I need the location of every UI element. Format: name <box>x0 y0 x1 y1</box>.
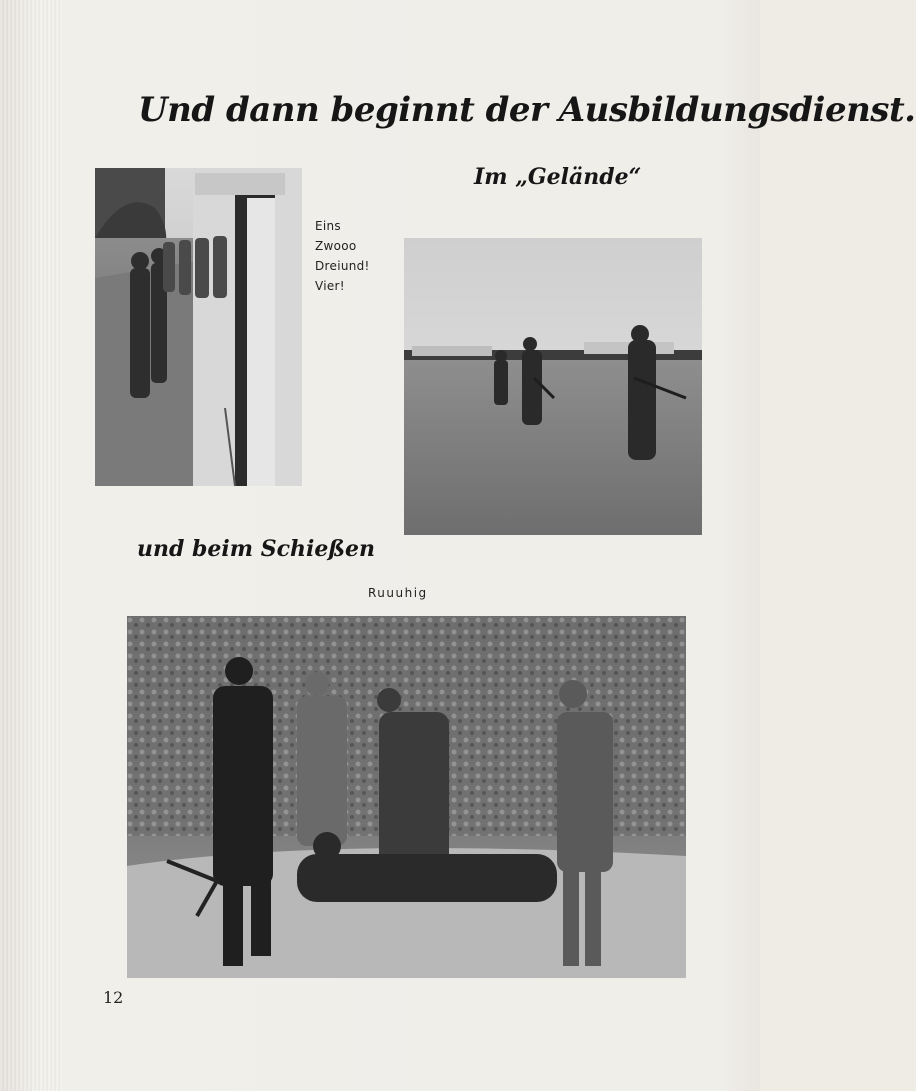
section-title-gelaende: Im „Gelände“ <box>474 164 642 190</box>
count-line: Eins <box>315 219 341 233</box>
count-line: Vier! <box>315 279 345 293</box>
photo-field-exercise <box>404 238 702 535</box>
page-number: 12 <box>103 988 124 1007</box>
photo-shooting-practice <box>127 616 686 978</box>
page-binding-edge <box>0 0 62 1091</box>
photo-marching-drill <box>95 168 302 486</box>
count-line: Dreiund! <box>315 259 370 273</box>
section-title-schiessen: und beim Schießen <box>137 536 376 562</box>
page-heading: Und dann beginnt der Ausbildungsdienst. <box>138 90 916 130</box>
count-line: Zwooo <box>315 239 357 253</box>
drill-count-caption <box>315 216 370 296</box>
shooting-caption: Ruuuhig <box>368 586 428 600</box>
